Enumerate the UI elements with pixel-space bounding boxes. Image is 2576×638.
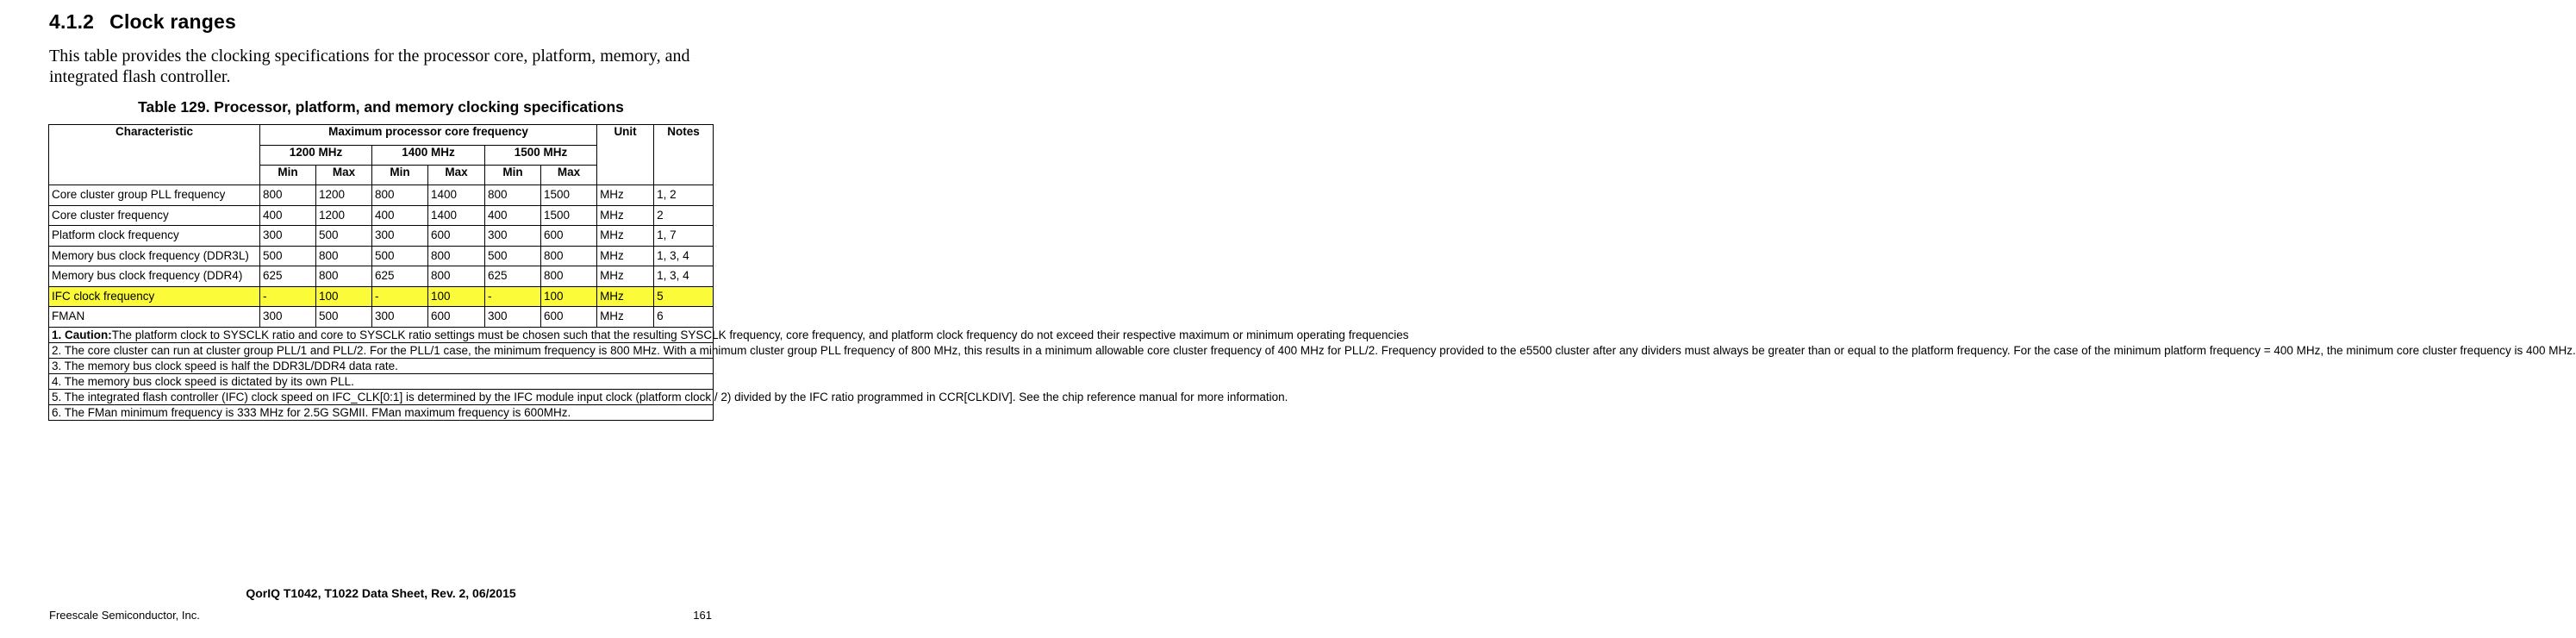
cell-value: 800 (316, 266, 372, 287)
cell-value: 800 (485, 185, 541, 206)
cell-value: 1400 (428, 205, 485, 226)
section-heading (49, 10, 236, 34)
cell-value: - (485, 286, 541, 307)
cell-value: - (260, 286, 316, 307)
footnote-1-label: 1. Caution: (52, 328, 112, 341)
header-freq-1400: 1400 MHz (372, 146, 485, 166)
cell-notes: 2 (654, 205, 714, 226)
section-title: Clock ranges (109, 10, 237, 33)
footnote-6: 6. The FMan minimum frequency is 333 MHz for 2.5G SGMII. FMan maximum frequency is 600MHz. (49, 404, 714, 420)
cell-value: 800 (260, 185, 316, 206)
footer-document-title: QorIQ T1042, T1022 Data Sheet, Rev. 2, 06/2015 (246, 586, 516, 600)
header-freq-1200: 1200 MHz (260, 146, 372, 166)
footer-company: Freescale Semiconductor, Inc. (49, 609, 200, 622)
cell-value: 1500 (541, 205, 597, 226)
footnote-5: 5. The integrated flash controller (IFC) clock speed on IFC_CLK[0:1] is determined by the IFC module input clock (platform clock / 2) divided by the IFC ratio programmed in CCR[CLKDIV]. See the chip reference manual for more information. (49, 389, 714, 404)
table-row (49, 307, 714, 328)
header-max: Max (428, 166, 485, 185)
cell-unit: MHz (597, 286, 654, 307)
cell-value: 400 (260, 205, 316, 226)
cell-value: 1200 (316, 205, 372, 226)
cell-value: 100 (428, 286, 485, 307)
cell-value: 625 (260, 266, 316, 287)
footnote-1 (49, 327, 1409, 342)
section-number: 4.1.2 (49, 10, 95, 33)
cell-value: 500 (485, 246, 541, 266)
header-row-1 (49, 125, 714, 146)
header-min: Min (260, 166, 316, 185)
cell-value: 800 (428, 266, 485, 287)
cell-value: 300 (372, 307, 428, 328)
cell-value: 1500 (541, 185, 597, 206)
cell-value: 600 (541, 226, 597, 247)
cell-notes: 1, 3, 4 (654, 266, 714, 287)
footer-page-number: 161 (693, 609, 712, 622)
cell-value: 300 (372, 226, 428, 247)
header-min: Min (372, 166, 428, 185)
footnote-3: 3. The memory bus clock speed is half the DDR3L/DDR4 data rate. (49, 358, 714, 373)
footnote-4: 4. The memory bus clock speed is dictated by its own PLL. (49, 373, 714, 389)
cell-value: 300 (485, 307, 541, 328)
cell-value: 1400 (428, 185, 485, 206)
cell-unit: MHz (597, 246, 654, 266)
table-row (49, 205, 714, 226)
cell-value: 600 (541, 307, 597, 328)
cell-value: 100 (316, 286, 372, 307)
cell-value: 100 (541, 286, 597, 307)
cell-value: 500 (316, 226, 372, 247)
cell-value: 500 (372, 246, 428, 266)
footnote-row (49, 389, 714, 404)
header-min: Min (485, 166, 541, 185)
footnote-row (49, 404, 714, 420)
cell-notes: 5 (654, 286, 714, 307)
row-characteristic: Core cluster frequency (49, 205, 260, 226)
cell-value: 400 (485, 205, 541, 226)
cell-value: 500 (316, 307, 372, 328)
header-freq-1500: 1500 MHz (485, 146, 597, 166)
row-characteristic: IFC clock frequency (49, 286, 260, 307)
cell-value: 400 (372, 205, 428, 226)
cell-value: 500 (260, 246, 316, 266)
header-max: Max (316, 166, 372, 185)
footnote-1-text: The platform clock to SYSCLK ratio and core to SYSCLK ratio settings must be chosen such that the resulting SYSCLK frequency, core frequency, and platform clock frequency do not exceed their respective maximum or minimum operating frequencies (111, 328, 1409, 341)
header-characteristic: Characteristic (49, 125, 260, 185)
table-row (49, 185, 714, 206)
cell-value: - (372, 286, 428, 307)
cell-value: 800 (541, 266, 597, 287)
cell-notes: 1, 7 (654, 226, 714, 247)
cell-value: 800 (316, 246, 372, 266)
intro-paragraph: This table provides the clocking specifications for the processor core, platform, memory, and integrated flash controller. (49, 47, 690, 86)
footnote-row (49, 358, 714, 373)
cell-value: 800 (541, 246, 597, 266)
cell-notes: 6 (654, 307, 714, 328)
cell-value: 1200 (316, 185, 372, 206)
row-characteristic: FMAN (49, 307, 260, 328)
cell-unit: MHz (597, 307, 654, 328)
row-characteristic: Memory bus clock frequency (DDR4) (49, 266, 260, 287)
row-characteristic: Core cluster group PLL frequency (49, 185, 260, 206)
cell-notes: 1, 3, 4 (654, 246, 714, 266)
table-row (49, 246, 714, 266)
table-caption: Table 129. Processor, platform, and memory clocking specifications (138, 98, 624, 116)
cell-value: 800 (372, 185, 428, 206)
table-row (49, 226, 714, 247)
cell-notes: 1, 2 (654, 185, 714, 206)
footnote-row (49, 342, 714, 358)
header-max: Max (541, 166, 597, 185)
cell-value: 625 (372, 266, 428, 287)
cell-value: 600 (428, 226, 485, 247)
footnote-row (49, 327, 714, 342)
cell-value: 300 (260, 226, 316, 247)
footnote-row (49, 373, 714, 389)
table-row (49, 266, 714, 287)
cell-value: 600 (428, 307, 485, 328)
header-unit: Unit (597, 125, 654, 185)
row-characteristic: Platform clock frequency (49, 226, 260, 247)
cell-unit: MHz (597, 185, 654, 206)
header-notes: Notes (654, 125, 714, 185)
header-max-frequency: Maximum processor core frequency (260, 125, 597, 146)
cell-unit: MHz (597, 205, 654, 226)
footnote-2: 2. The core cluster can run at cluster group PLL/1 and PLL/2. For the PLL/1 case, the minimum frequency is 800 MHz. With a minimum cluster group PLL frequency of 800 MHz, this results in a minimum allowable core cluster frequency of 400 MHz for PLL/2. Frequency provided to the e5500 cluster after any dividers must always be greater than or equal to the platform frequency. For the case of the minimum platform frequency = 400 MHz, the minimum core cluster frequency is 400 MHz. (49, 342, 714, 358)
cell-unit: MHz (597, 266, 654, 287)
cell-value: 625 (485, 266, 541, 287)
cell-value: 300 (260, 307, 316, 328)
row-characteristic: Memory bus clock frequency (DDR3L) (49, 246, 260, 266)
cell-unit: MHz (597, 226, 654, 247)
cell-value: 300 (485, 226, 541, 247)
clock-spec-table (48, 124, 2576, 421)
cell-value: 800 (428, 246, 485, 266)
table-row-highlighted (49, 286, 714, 307)
